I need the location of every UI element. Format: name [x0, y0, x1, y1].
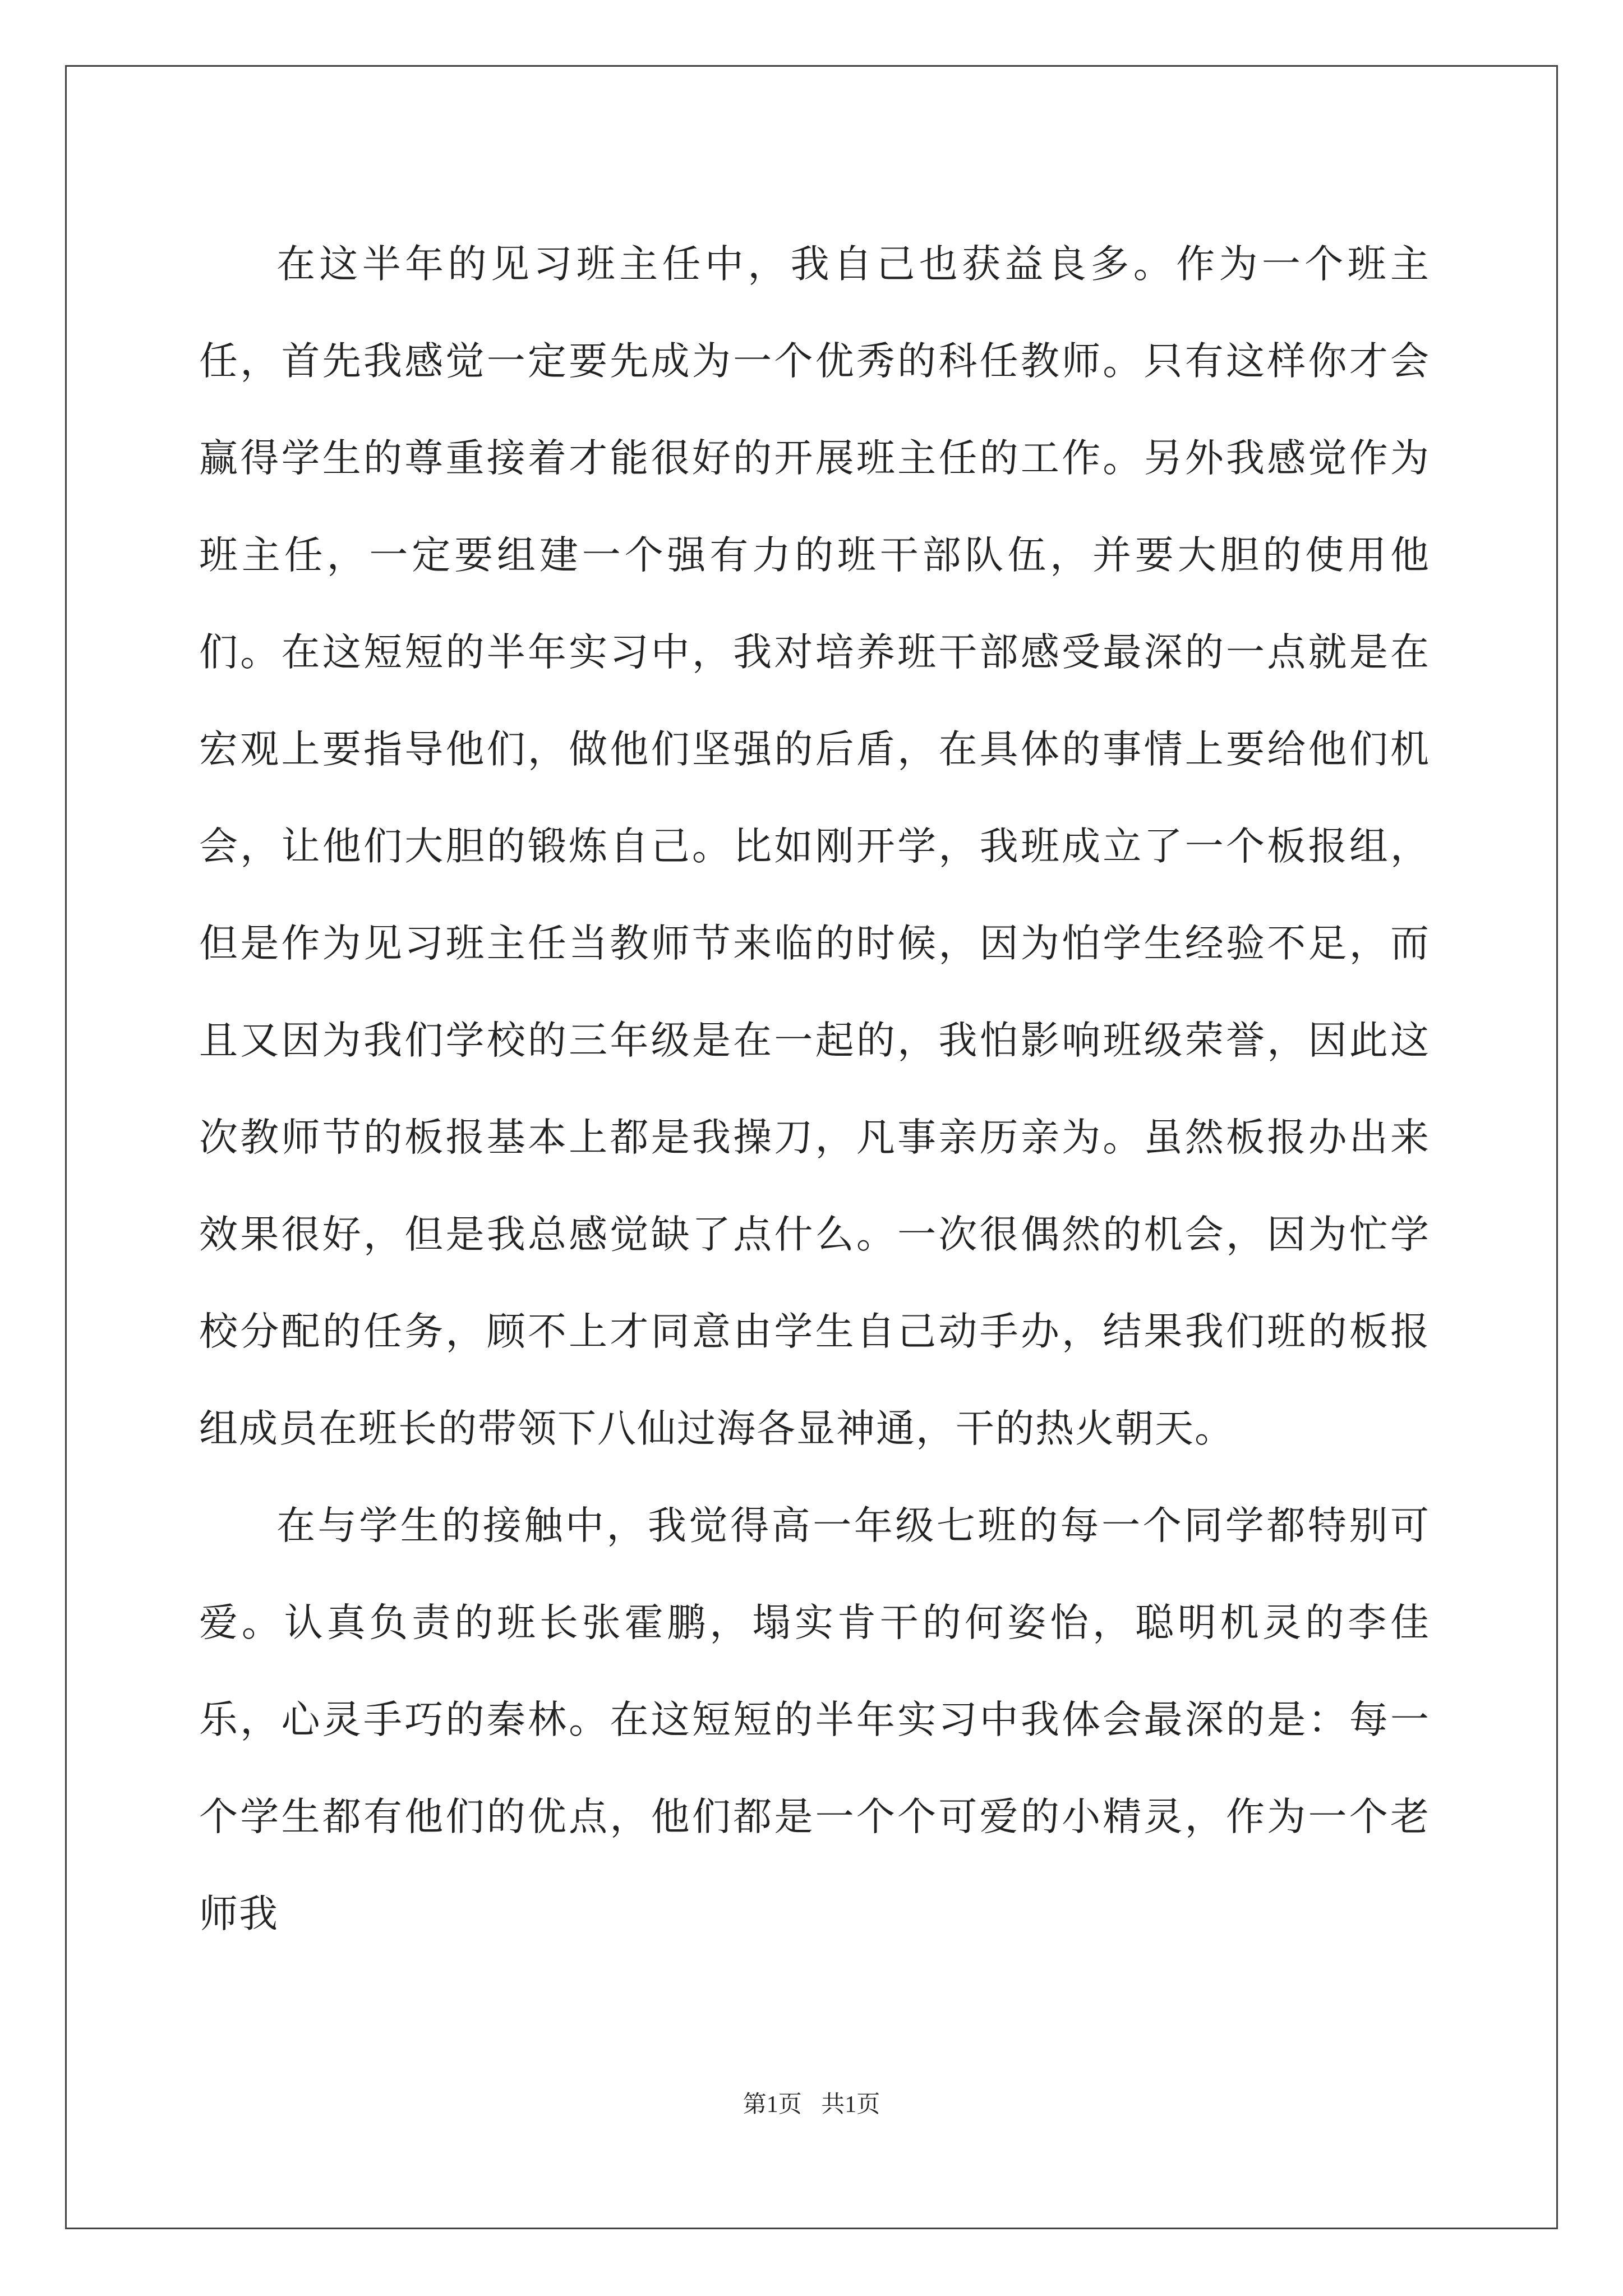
page-footer	[0, 2086, 1623, 2119]
paragraph-1: 在这半年的见习班主任中，我自己也获益良多。作为一个班主任，首先我感觉一定要先成为一个优秀的科任教师。只有这样你才会赢得学生的尊重接着才能很好的开展班主任的工作。另外我感觉作为班主任，一定要组建一个强有力的班干部队伍，并要大胆的使用他们。在这短短的半年实习中，我对培养班干部感受最深的一点就是在宏观上要指导他们，做他们坚强的后盾，在具体的事情上要给他们机会，让他们大胆的锻炼自己。比如刚开学，我班成立了一个板报组，但是作为见习班主任当教师节来临的时候，因为怕学生经验不足，而且又因为我们学校的三年级是在一起的，我怕影响班级荣誉，因此这次教师节的板报基本上都是我操刀，凡事亲历亲为。虽然板报办出来效果很好，但是我总感觉缺了点什么。一次很偶然的机会，因为忙学校分配的任务，顾不上才同意由学生自己动手办，结果我们班的板报组成员在班长的带领下八仙过海各显神通，干的热火朝天。	[199, 242, 1430, 1451]
document-body	[199, 216, 1430, 1963]
page-number: 第1页	[743, 2092, 802, 2118]
page-total: 共1页	[821, 2092, 880, 2118]
paragraph-2: 在与学生的接触中，我觉得高一年级七班的每一个同学都特别可爱。认真负责的班长张霍鹏，塌实肯干的何姿怡，聪明机灵的李佳乐，心灵手巧的秦林。在这短短的半年实习中我体会最深的是：每一个学生都有他们的优点，他们都是一个个可爱的小精灵，作为一个老师我	[199, 1503, 1430, 1936]
